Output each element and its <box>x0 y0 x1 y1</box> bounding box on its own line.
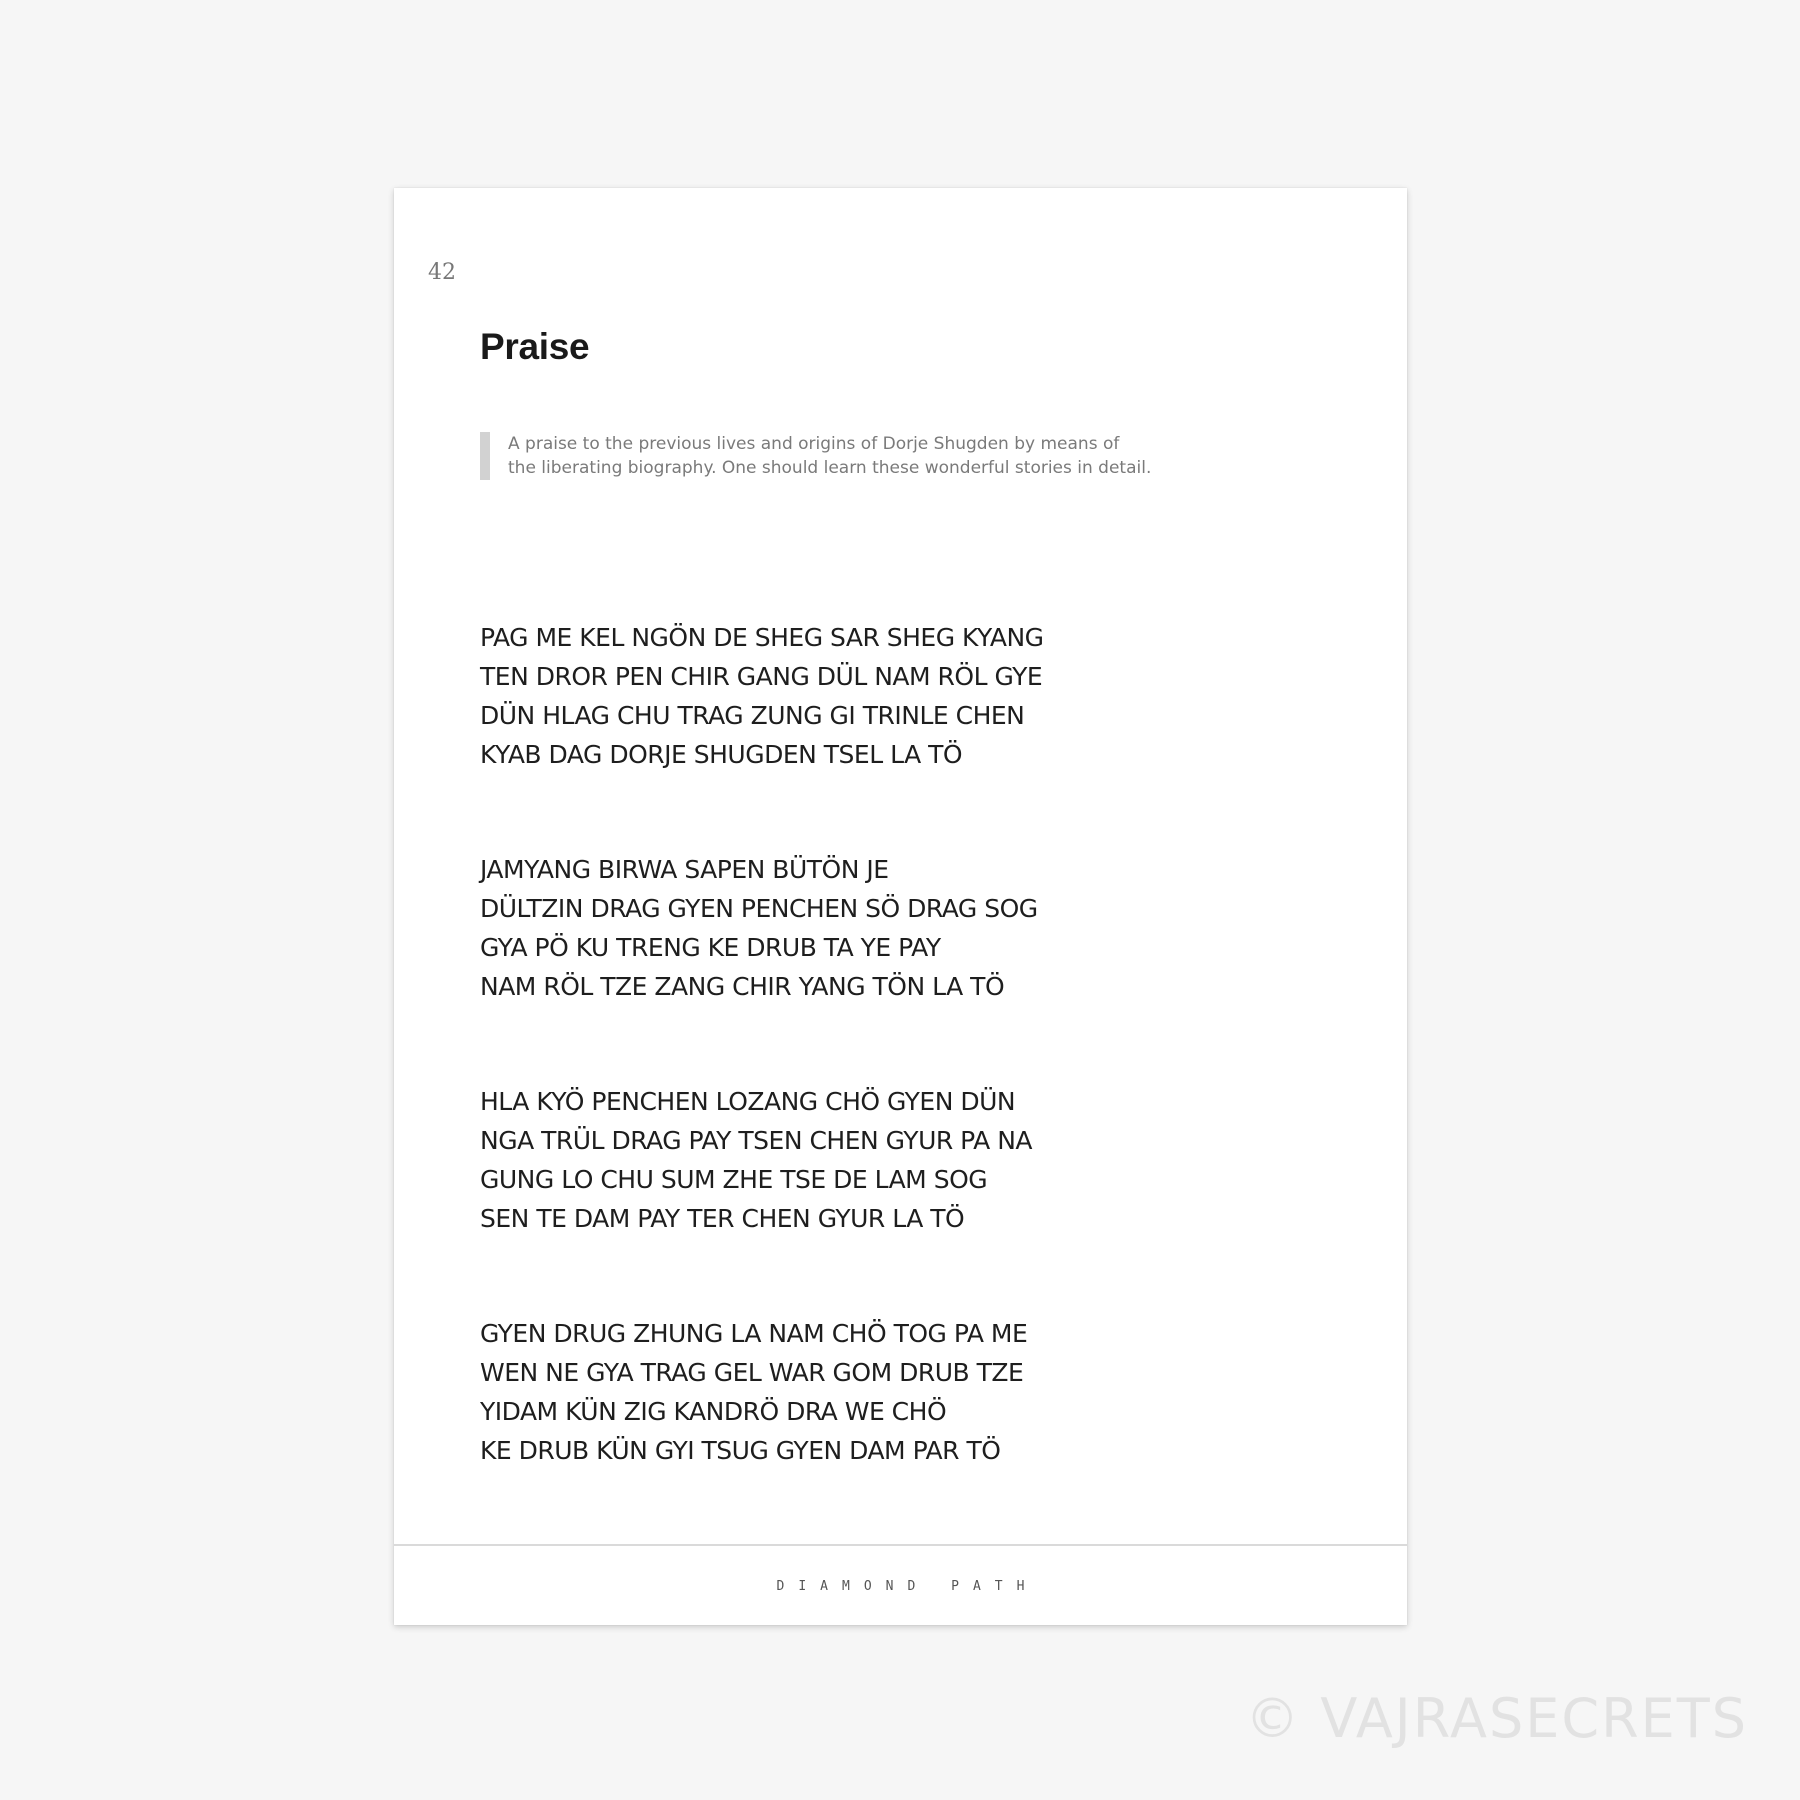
watermark: © VAJRASECRETS <box>1245 1687 1748 1750</box>
verse-line: DÜLTZIN DRAG GYEN PENCHEN SÖ DRAG SOG <box>480 894 1038 923</box>
intro-quote <box>480 432 1268 480</box>
verse-line: NAM RÖL TZE ZANG CHIR YANG TÖN LA TÖ <box>480 972 1005 1001</box>
footer-divider <box>394 1544 1407 1546</box>
verse-line: GUNG LO CHU SUM ZHE TSE DE LAM SOG <box>480 1165 988 1194</box>
stanza-3 <box>480 1082 1044 1238</box>
verse-line: GYA PÖ KU TRENG KE DRUB TA YE PAY <box>480 933 941 962</box>
page-title: Praise <box>480 326 590 367</box>
stanza-4 <box>480 1314 1044 1470</box>
footer-title: DIAMOND PATH <box>776 1579 1039 1594</box>
verse-line: GYEN DRUG ZHUNG LA NAM CHÖ TOG PA ME <box>480 1319 1028 1348</box>
verse-line: DÜN HLAG CHU TRAG ZUNG GI TRINLE CHEN <box>480 701 1025 730</box>
intro-line: the liberating biography. One should learn these wonderful stories in detail. <box>508 458 1152 478</box>
verse-line: TEN DROR PEN CHIR GANG DÜL NAM RÖL GYE <box>480 662 1043 691</box>
stanza-1 <box>480 618 1044 774</box>
stanza-2 <box>480 850 1044 1006</box>
page-number: 42 <box>428 260 456 285</box>
verse-line: JAMYANG BIRWA SAPEN BÜTÖN JE <box>480 855 889 884</box>
verse-line: WEN NE GYA TRAG GEL WAR GOM DRUB TZE <box>480 1358 1024 1387</box>
verse-line: KYAB DAG DORJE SHUGDEN TSEL LA TÖ <box>480 740 963 769</box>
verse-line: KE DRUB KÜN GYI TSUG GYEN DAM PAR TÖ <box>480 1436 1001 1465</box>
book-page <box>394 188 1407 1625</box>
verse-line: NGA TRÜL DRAG PAY TSEN CHEN GYUR PA NA <box>480 1126 1033 1155</box>
verse-line: HLA KYÖ PENCHEN LOZANG CHÖ GYEN DÜN <box>480 1087 1016 1116</box>
verse-line: SEN TE DAM PAY TER CHEN GYUR LA TÖ <box>480 1204 965 1233</box>
intro-line: A praise to the previous lives and origins of Dorje Shugden by means of <box>508 434 1120 454</box>
verses <box>480 618 1044 1546</box>
verse-line: YIDAM KÜN ZIG KANDRÖ DRA WE CHÖ <box>480 1397 947 1426</box>
verse-line: PAG ME KEL NGÖN DE SHEG SAR SHEG KYANG <box>480 623 1044 652</box>
